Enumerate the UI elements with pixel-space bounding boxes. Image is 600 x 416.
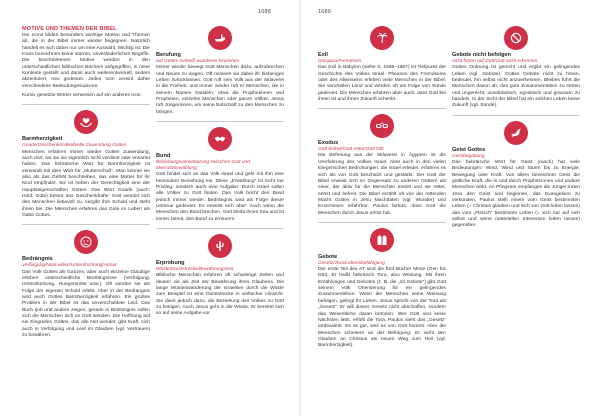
entry-subtitle: Beziehungsvereinbarung zwischen Gott und Mensch/Erwählung <box>156 159 250 172</box>
intro-text: Die Icons bilden besonders wichtige Motive und Themen ab, die in der Bibel immer wieder begegnen. Natürlich handelt es sich dabei nur um eine Auswahl. Wichtig ist: Die Icons bezeichnen keine starren, unveränderlichen Begriffe. Die beschriebenen Motive werden in den unterschiedlichen biblischen Büchern aufgegriffen, in neue Kontexte gestellt und damit auch weiterentwickelt, anders akzentuiert, neu gedeutet. Jedes Icon vereint daher verschiedene Bedeutungsnuancen. <box>22 33 150 89</box>
entry-title: Geist Gottes <box>452 146 486 153</box>
entry-subtitle: nicht hören auf Gott/Gott nicht erkennen <box>452 59 538 64</box>
entry-title: Berufung <box>156 52 181 58</box>
column-2 <box>156 26 284 318</box>
entry-subtitle: Geistbegabung <box>452 153 485 159</box>
divider <box>452 115 580 116</box>
entry-gebote-nicht-befolgen <box>452 26 580 110</box>
entry-text: Das hebräische Wort für Geist (ruach) hat viele Bedeutungen: Wind, Wind und Sturm bis zu Energie, Bewegung oder Kraft. Von allem bezeichnet Geist die göttliche Kraft, die in und durch Prophet:innen und andere Menschen wirkt. An Pfingsten empfangen die Jünger:innen Jesu den Geist und beginnen, das Evangelium zu verkünden. Paulus stellt einem vom Geist bestimmten Leben (= Christus glauben und sich von Gott leiten lassen) das vom „Fleisch“ bestimmte Leben (= sich nur auf sich selbst und seine materiellen Interessen leiten lassen) gegenüber. <box>452 159 580 229</box>
entry-exil <box>318 26 446 103</box>
intro-note: Kursiv gesetzte Wörter verweisen auf ein anderes Icon. <box>22 93 142 99</box>
column-1 <box>22 26 150 339</box>
entry-title: Exodus <box>318 140 339 147</box>
entry-bund <box>156 127 284 223</box>
entry-title: Gebote <box>318 253 338 260</box>
entry-title: Barmherzigkeit <box>22 136 63 143</box>
entry-subtitle: Wüste/Durststrecke/Bewährungszeit <box>156 267 234 273</box>
page-number-left: 1688 <box>258 9 272 15</box>
page-number-right: 1689 <box>318 9 332 15</box>
entry-subtitle: Diaspora/Fremdsein <box>318 59 362 64</box>
dove-icon <box>504 121 528 145</box>
broken-chain-icon <box>370 114 394 138</box>
page-gutter <box>299 0 301 416</box>
entry-geist-gottes <box>452 121 580 230</box>
entry-subtitle: Gesetz/Tora/Lebensbefähigung <box>318 260 385 266</box>
handshake-icon <box>208 127 232 151</box>
entry-subtitle: Gott befreit/Gott rettet/Gott hilft <box>318 147 384 153</box>
no-entry-icon <box>504 26 528 50</box>
crying-face-icon <box>74 230 98 254</box>
entry-bedraengnis <box>22 230 150 339</box>
entry-text: Biblische Menschen erfahren oft schwierige Zeiten und deuten sie als Zeit der Bewährung ihres Glaubens. Die lange Wüstenwanderung der Israeliten durch die Wüste zum Beispiel ist eine Durststrecke in vielfacher Hinsicht. Sie dient jedoch dazu, die Beziehung des Volkes zu Gott zu festigen. Auch Jesus geht in die Wüste. Er bereitet sich so auf seine Aufgabe vor. <box>156 273 284 317</box>
entry-erprobung <box>156 234 284 318</box>
divider <box>22 104 150 105</box>
tablets-icon <box>370 228 394 252</box>
entry-barmherzigkeit <box>22 110 150 219</box>
entry-exodus <box>318 114 446 217</box>
entry-text: Die Befreiung aus der Sklaverei in Ägypten ist die Urerfahrung des Volkes Israel. Aber auch in den vielen kriegerischen Bedrohungen, die Israel erleidet, erfahren es sich als von Gott beschützt und gestärkt. Der Gott der Bibel erweist sich im Gegensatz zu anderen Göttern als einer, der aktiv für die Menschen eintritt und sie rettet, erlöst und befreit. Die Bibel erzählt oft von der rettenden Macht Gottes in Jesu Machttaten (vgl. Wunder) und Exorzismen erfahrbar. Paulus betont, dass Gott die Menschen durch Jesus erlöst hat. <box>318 153 446 216</box>
palm-tree-icon <box>370 26 394 50</box>
entry-subtitle: Gnade/Geschenk/mitleidvolle Zuwendung Gottes <box>22 143 127 149</box>
divider <box>156 121 284 122</box>
entry-title: Erprobung <box>156 260 185 267</box>
divider <box>318 108 446 109</box>
entry-gebote <box>318 228 446 350</box>
entry-title: Bund <box>156 152 171 159</box>
cactus-icon <box>208 234 232 258</box>
column-3 <box>318 26 446 350</box>
entry-text: Der erste Teil des AT sind die fünf Bücher Mose (Gen bis Dtn). Er heißt hebräisch Tora, also Weisung. Mit ihren Erzählungen und Geboten (z. B. die „10 Gebote“) gibt Gott seinem Volk Orientierung für ein gelingendes Zusammenleben. Wenn die Menschen seine Weisung befolgen, gelingt ihr Leben. Jesus spricht von der Tora als „Gesetz“. Er will dieses Gesetz nicht abschaffen, sondern das Wesentliche daran betonen: Wer Gott und seine Nächsten liebt, erfüllt die Tora. Paulus sieht das „Gesetz“ ambivalent. Es ist gut, weil es von Gott kommt. Aber die Menschen scheitern an der Befolgung. Er sieht den Glauben an Christus als neuen Weg zum Heil (vgl. Barmherzigkeit). <box>318 267 446 349</box>
entry-subtitle: auf Gottes Geheiß wunderes hinziehen <box>156 59 240 64</box>
entry-title: Exil <box>318 52 328 58</box>
heart-hands-icon <box>74 110 98 134</box>
divider <box>318 222 446 223</box>
entry-text: Menschen erfahren immer wieder Gottes Zuwendung, auch dort, wo sie sie eigentlich nicht verdient oder erwartet haben. Das hebräische Wort für Barmherzigkeit ist verwandt mit dem Wort für „Mutterschoß“. Man könnte sie also als das Gefühl beschreiben, das eine Mutter für ihr Kind empfindet. Sie ist neben der Gerechtigkeit eine der Hauptseigenschaften Gottes. Das Wort Gnade (auch: Huld, Güte) betont das Geschenkhafte: Gott wendet sich den Menschen liebevoll zu, vergibt ihre Schuld und steht ihnen bei. Die Menschen erfahren das Gute im Leben als Gabe Gottes. <box>22 149 150 219</box>
pointing-hand-icon <box>208 26 232 50</box>
entry-title: Gebote nicht befolgen <box>452 52 512 58</box>
entry-subtitle: Verfolgung/Not/Leiden/Unterdrückung/Armut <box>22 263 117 269</box>
divider <box>22 224 150 225</box>
column-4 <box>452 26 580 230</box>
entry-text: Immer wieder bewegt Gott Menschen dazu, aufzubrechen und Neues zu wagen. Oft müssen sie dabei ihr bisheriges Leben zurücklassen. Gott ruft sein Volk aus der Sklaverei in die Freiheit, und immer wieder ruft er Menschen, die in seinem Namen handeln, etwa die Prophetinnen und Propheten, einzelne Menschen oder ganze Völker. Jesus ruft Jüngerinnen, um seine Botschaft zu den Menschen zu bringen. <box>156 65 284 115</box>
entry-text: Gott bindet sich an das Volk Israel und geht mit ihm eine besondere Beziehung ein. Diese „Erwählung“ ist nicht nur Privileg, sondern auch eine Aufgabe: Durch Israel sollen alle Völker zu Gott finden. Das Volk bricht den Bund jedoch immer wieder. Bedrängnis wird als Folge dieser Untreue gedeutet. Es erweist sich aber: Auch wenn die Menschen den Bund brechen, Gott bleibt ihnen treu und ist immer bereit, den Bund zu erneuern. <box>156 172 284 222</box>
entry-text: Das Volk Gottes als Ganzes, aber auch einzelne Gläubige erleben unterschiedliche Bedrängnisse (Verfolgung, Unterdrückung, Hungersnöte usw.). Oft werden sie als Folge der eigenen Schuld erlebt. Aber in der Bedrängnis wird auch Gottes Barmherzigkeit erfahren. Ein großes Problem in der Bibel ist das unverschuldete Leid. Das Buch Ijob und andere zeigen, gerade in Bedrängnis sollen sich die Menschen sich an Gott wenden. Die Hoffnung auf ein Eingreifen Gottes, das alle Not wendet, gibt Kraft, sich auch in Verfolgung und Leid im Glauben (vgl. Vertrauen) zu bewähren. <box>22 269 150 339</box>
entry-text: Das Exil in Babylon (siehe S. 1666–1667) ist Tiefpunkt der Geschichte des Volkes Israel. Pheasen des Fremdseins oder des Alleinseins erleben viele Menschen in der Bibel. Sie verurteilen Land und werden oft als Folge von Sünde gedeutet. Die Menschen erfahren aber auch, dass Gott bei ihnen ist und ihnen Zukunft schenkt. <box>318 65 446 102</box>
intro-title: MOTIVE UND THEMEN DER BIBEL <box>22 26 117 32</box>
entry-text: Gottes Ordnung ist gerecht und ergibt ein gelingendes Leben (vgl. Gebote). Gottes Gebote nicht zu hören, bedeutet, ihn selbst nicht anzuerkennen. Bleibes führt die Menschen davon ab, das gute Zusammenleben zu stören und ungerecht, unsolidarisch, egoistisch und grausam zu handeln. In der Sicht der Bibel hat ein solches Leben keine Zukunft (vgl. Sünde). <box>452 65 580 109</box>
entry-berufung <box>156 26 284 116</box>
divider <box>156 228 284 229</box>
entry-title: Bedrängnis <box>22 256 53 263</box>
intro-block <box>22 26 150 99</box>
